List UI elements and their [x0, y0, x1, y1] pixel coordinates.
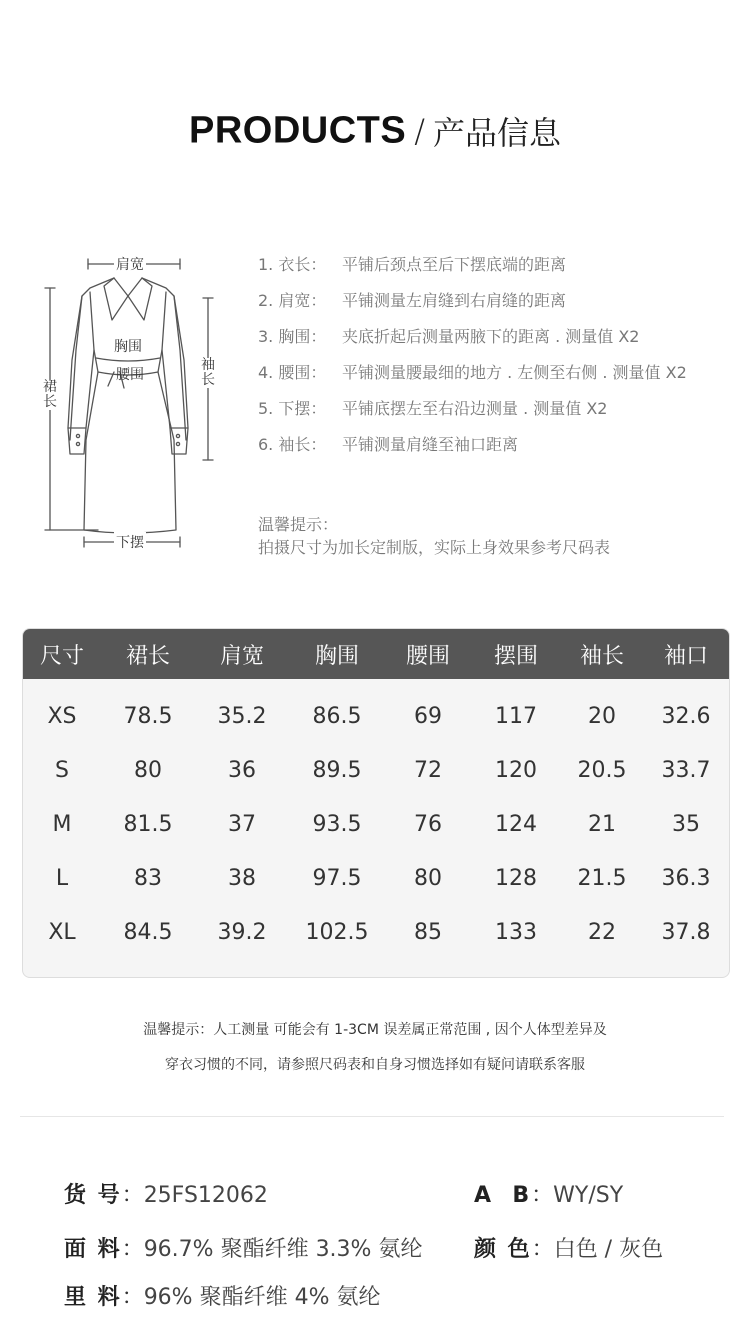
- table-cell: 69: [414, 703, 442, 729]
- table-cell: M: [52, 811, 72, 837]
- table-row: [23, 905, 729, 959]
- column-header: 摆围: [493, 643, 538, 669]
- table-cell: 35: [672, 811, 700, 837]
- table-cell: 33.7: [661, 757, 711, 783]
- table-cell: L: [55, 865, 69, 891]
- table-cell: 36.3: [661, 865, 711, 891]
- list-item: 2. 肩宽： 平铺测量左肩缝到右肩缝的距离: [258, 291, 567, 310]
- lining-info: 里 料：96% 聚酯纤维 4% 氨纶: [64, 1285, 381, 1310]
- table-cell: 20: [588, 703, 616, 729]
- table-cell: 21: [588, 811, 616, 837]
- table-row: [23, 851, 729, 905]
- footer-tip-line2: 穿衣习惯的不同，请参照尺码表和自身习惯选择如有疑问请联系客服: [165, 1057, 585, 1073]
- table-row: [23, 743, 729, 797]
- list-item: 3. 胸围： 夹底折起后测量两腋下的距离 . 测量值 X2: [258, 327, 640, 346]
- shoulder-label: 肩宽: [114, 254, 146, 274]
- table-cell: 72: [414, 757, 442, 783]
- title-cn: 产品信息: [433, 114, 562, 152]
- table-row: [23, 689, 729, 743]
- table-cell: 102.5: [305, 919, 369, 945]
- table-cell: 97.5: [312, 865, 362, 891]
- title-separator: /: [414, 112, 425, 150]
- list-item: 1. 衣长： 平铺后颈点至后下摆底端的距离: [258, 255, 567, 274]
- tip-text: 拍摄尺寸为加长定制版，实际上身效果参考尺码表: [258, 538, 611, 557]
- table-cell: XL: [48, 919, 76, 945]
- table-cell: 89.5: [312, 757, 362, 783]
- list-item: 6. 袖长： 平铺测量肩缝至袖口距离: [258, 435, 519, 454]
- measure-notes: [258, 254, 738, 470]
- list-item: 4. 腰围： 平铺测量腰最细的地方 . 左侧至右侧 . 测量值 X2: [258, 363, 687, 382]
- table-cell: 80: [134, 757, 162, 783]
- table-cell: 120: [495, 757, 537, 783]
- column-header: 尺寸: [39, 643, 84, 669]
- ab-info: A B：WY/SY: [474, 1183, 624, 1208]
- table-cell: 32.6: [661, 703, 711, 729]
- ab-value: WY/SY: [553, 1183, 624, 1208]
- table-cell: 38: [228, 865, 256, 891]
- chest-label: 胸围: [114, 339, 142, 355]
- item-number-label: 货 号: [64, 1183, 122, 1208]
- table-cell: 85: [414, 919, 442, 945]
- column-header: 肩宽: [219, 643, 264, 669]
- table-cell: 76: [414, 811, 442, 837]
- dress-outline-icon: [28, 240, 228, 560]
- color-value: 白色 / 灰色: [553, 1237, 664, 1262]
- table-cell: 117: [495, 703, 537, 729]
- table-cell: 83: [134, 865, 162, 891]
- list-item: 5. 下摆： 平铺底摆左至右沿边测量 . 测量值 X2: [258, 399, 608, 418]
- page-title: [0, 108, 750, 154]
- table-cell: 78.5: [123, 703, 173, 729]
- table-cell: 36: [228, 757, 256, 783]
- footer-tip-line1: 温馨提示：人工测量 可能会有 1-3CM 误差属正常范围 , 因个人体型差异及: [143, 1022, 607, 1038]
- length-label: 裙长: [43, 379, 57, 410]
- divider: [20, 1116, 724, 1117]
- table-cell: 124: [495, 811, 537, 837]
- table-cell: 21.5: [577, 865, 627, 891]
- table-cell: 37.8: [661, 919, 711, 945]
- column-header: 袖长: [579, 643, 624, 669]
- table-cell: 39.2: [217, 919, 267, 945]
- table-cell: XS: [47, 703, 77, 729]
- tip-title: 温馨提示：: [258, 515, 339, 534]
- table-cell: 80: [414, 865, 442, 891]
- lining-value: 96% 聚酯纤维 4% 氨纶: [143, 1285, 381, 1310]
- fabric-info: 面 料：96.7% 聚酯纤维 3.3% 氨纶: [64, 1237, 423, 1262]
- waist-label: 腰围: [116, 367, 144, 383]
- column-header: 袖口: [663, 643, 708, 669]
- fabric-label: 面 料: [64, 1237, 122, 1262]
- table-cell: S: [55, 757, 69, 783]
- table-cell: 81.5: [123, 811, 173, 837]
- table-cell: 128: [495, 865, 537, 891]
- table-cell: 84.5: [123, 919, 173, 945]
- table-cell: 93.5: [312, 811, 362, 837]
- table-cell: 20.5: [577, 757, 627, 783]
- ab-label: A B: [474, 1183, 532, 1208]
- dress-measurement-diagram: [28, 240, 228, 560]
- color-info: 颜 色：白色 / 灰色: [474, 1237, 664, 1262]
- table-body: [23, 679, 729, 959]
- table-cell: 37: [228, 811, 256, 837]
- color-label: 颜 色: [474, 1237, 532, 1262]
- hem-label: 下摆: [114, 532, 146, 552]
- size-table: [22, 628, 730, 978]
- table-row: [23, 797, 729, 851]
- item-number: 货 号：25FS12062: [64, 1183, 268, 1208]
- table-header: [23, 629, 729, 679]
- table-cell: 133: [495, 919, 537, 945]
- measurement-tip: [258, 513, 610, 559]
- fabric-value: 96.7% 聚酯纤维 3.3% 氨纶: [143, 1237, 423, 1262]
- table-cell: 22: [588, 919, 616, 945]
- title-en: PRODUCTS: [188, 109, 407, 152]
- table-cell: 86.5: [312, 703, 362, 729]
- lining-label: 里 料: [64, 1285, 122, 1310]
- table-cell: 35.2: [217, 703, 267, 729]
- column-header: 胸围: [314, 643, 359, 669]
- sleeve-label: 袖长: [201, 357, 215, 388]
- column-header: 腰围: [405, 643, 450, 669]
- item-number-value: 25FS12062: [143, 1183, 268, 1208]
- column-header: 裙长: [125, 643, 170, 669]
